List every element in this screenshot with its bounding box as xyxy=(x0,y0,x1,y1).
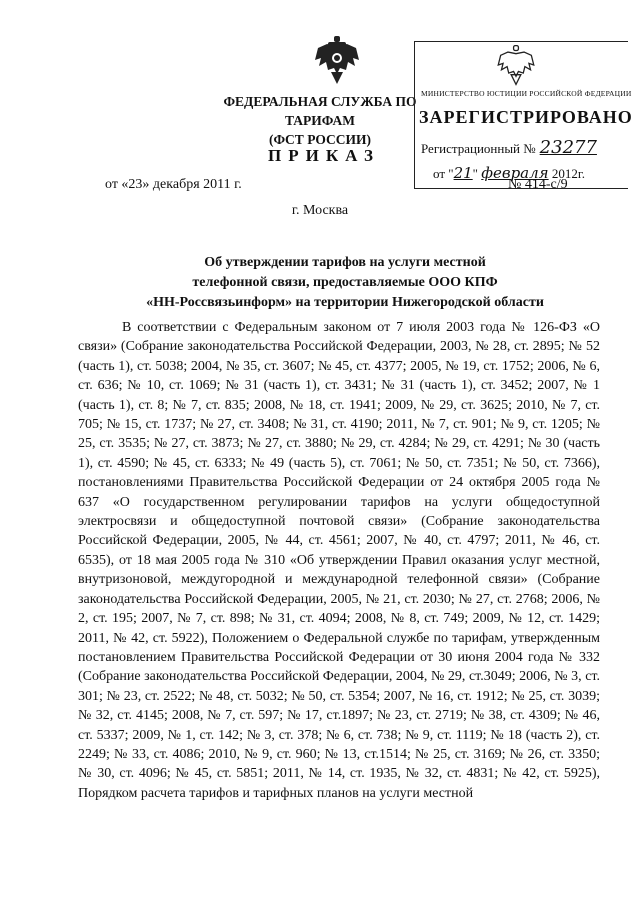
document-title-line: Об утверждении тарифов на услуги местной xyxy=(204,255,486,270)
order-date: от «23» декабря 2011 г. xyxy=(105,177,242,192)
stamp-reg-label: Регистрационный № xyxy=(421,141,536,156)
stamp-emblem-icon xyxy=(497,44,535,86)
stamp-date-quote: " xyxy=(472,166,482,181)
order-city: г. Москва xyxy=(291,203,349,218)
agency-name: ФЕДЕРАЛЬНАЯ СЛУЖБА ПО ТАРИФАМ xyxy=(223,94,417,128)
order-number: № 414-с/9 xyxy=(508,177,568,192)
stamp-date-month: февраля xyxy=(481,164,549,182)
stamp-date-prefix: от " xyxy=(433,166,454,181)
document-title xyxy=(115,253,575,313)
coat-of-arms-icon xyxy=(314,34,360,86)
registration-stamp xyxy=(414,41,633,189)
stamp-ministry-name: МИНИСТЕРСТВО ЮСТИЦИИ РОССИЙСКОЙ ФЕДЕРАЦИИ xyxy=(421,89,632,98)
stamp-date-year: 2012г. xyxy=(551,166,585,181)
stamp-reg-number-value: 23277 xyxy=(539,137,597,158)
stamp-registered-label: ЗАРЕГИСТРИРОВАНО xyxy=(419,107,633,127)
document-title-line: «НН-Россвязьинформ» на территории Нижегородской области xyxy=(146,295,544,310)
agency-header xyxy=(200,92,440,149)
document-title-line: телефонной связи, предоставляемые ООО КПФ xyxy=(192,275,498,290)
body-paragraph: В соответствии с Федеральным законом от 7 июля 2003 года № 126-ФЗ «О связи» (Собрание законодательства Российской Федерации, 2003, № 28, ст. 2895; № 52 (часть 1), ст. 5038; 2004, № 35, ст. 3607; № 45, ст. 4377; 2005, № 19, ст. 1752; 2006, № 6, ст. 636; № 10, ст. 1069; № 31 (часть 1), ст. 3431; № 31 (часть 1), ст. 3452; 2007, № 1 (часть 1), ст. 8; № 7, ст. 835; 2008, № 18, ст. 1941; 2009, № 29, ст. 3625; 2010, № 7, ст. 705; № 15, ст. 1737; № 27, ст. 3408; № 31, ст. 4190; 2011, № 7, ст. 901; № 9, ст. 1205; № 25, ст. 3535; № 27, ст. 3873; № 27, ст. 3880; № 29, ст. 4284; № 29, ст. 4291; № 30 (часть 1), ст. 4590; № 45, ст. 6333; № 49 (часть 5), ст. 7061; № 50, ст. 7351; № 50, ст. 7366), постановлениями Правительства Российской Федерации от 24 октября 2005 года № 637 «О государственном регулировании тарифов на услуги общедоступной электросвязи и общедоступной почтовой связи» (Собрание законодательства Российской Федерации, 2005, № 44, ст. 4561; 2007, № 40, ст. 4797; 2011, № 46, ст. 6535), от 18 мая 2005 года № 310 «Об утверждении Правил оказания услуг местной, внутризоновой, междугородной и международной телефонной связи» (Собрание законодательства Российской Федерации, 2005, № 21, ст. 2030; № 27, ст. 2768; 2006, № 2, ст. 195; 2007, № 7, ст. 898; № 31, ст. 4094; 2008, № 8, ст. 749; 2009, № 12, ст. 1429; 2011, № 42, ст. 5922), Положением о Федеральной службе по тарифам, утвержденным постановлением Правительства Российской Федерации от 30 июня 2004 года № 332 (Собрание законодательства Российской Федерации, 2004, № 29, ст.3049; 2006, № 3, ст. 301; № 23, ст. 2522; № 48, ст. 5032; № 50, ст. 5354; 2007, № 16, ст. 1912; № 25, ст. 3039; № 32, ст. 4145; 2008, № 7, ст. 597; № 17, ст.1897; № 23, ст. 2719; № 38, ст. 4309; № 46, ст. 5337; 2009, № 1, ст. 142; № 3, ст. 378; № 6, ст. 738; № 9, ст. 1119; № 18 (часть 2), ст. 2249; № 33, ст. 4086; 2010, № 9, ст. 960; № 13, ст.1514; № 25, ст. 3169; № 26, ст. 3350; № 30, ст. 4096; № 45, ст. 5851; 2011, № 14, ст. 1935, № 32, ст. 4831; № 42, ст. 5925), Порядком расчета тарифов и тарифных планов на услуги местной xyxy=(78,320,600,801)
order-title: ПРИКАЗ xyxy=(268,146,380,165)
agency-abbreviation: (ФСТ РОССИИ) xyxy=(268,132,372,147)
stamp-date-day: 21 xyxy=(453,164,473,182)
